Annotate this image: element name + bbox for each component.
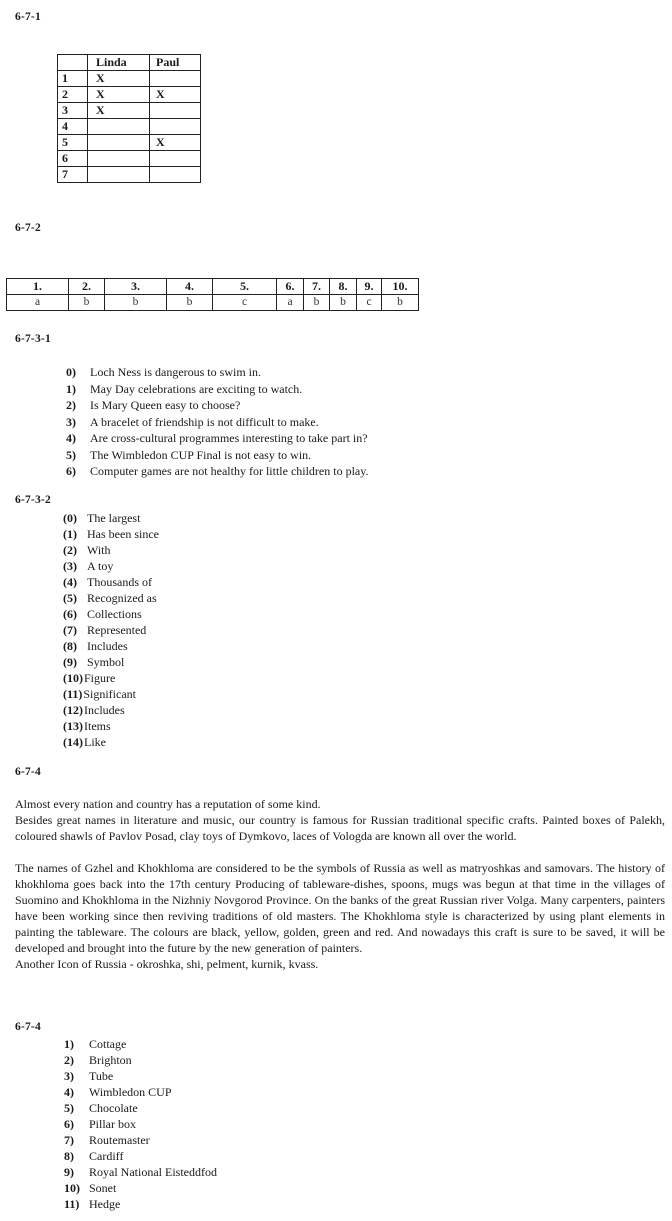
linda-cell	[88, 167, 150, 183]
question-number: 9.	[357, 279, 382, 295]
list-item	[64, 1036, 217, 1052]
item-number: 5)	[66, 447, 76, 462]
list-item	[63, 734, 159, 750]
item-number: 9)	[64, 1165, 74, 1179]
item-text: The largest	[87, 511, 141, 525]
table-header-paul: Paul	[150, 55, 201, 71]
answer-cell: b	[330, 295, 357, 311]
list-item	[64, 1196, 217, 1212]
word-choices-list	[63, 510, 159, 750]
essay-text	[15, 796, 665, 972]
item-text: Symbol	[87, 655, 125, 669]
answers-row	[7, 295, 419, 311]
item-number: 11)	[64, 1197, 80, 1211]
item-number: (14)	[63, 735, 83, 749]
question-number: 10.	[382, 279, 419, 295]
linda-cell: X	[88, 103, 150, 119]
item-text: Hedge	[89, 1197, 121, 1211]
item-text: Thousands of	[87, 575, 152, 589]
item-number: (0)	[63, 511, 77, 525]
list-item	[66, 430, 368, 447]
section-heading-6-7-1: 6-7-1	[15, 11, 41, 23]
table-header-row	[58, 55, 201, 71]
list-item	[63, 670, 159, 686]
item-text: A toy	[87, 559, 114, 573]
item-number: 6)	[64, 1117, 74, 1131]
item-text: Recognized as	[87, 591, 157, 605]
item-text: Items	[84, 719, 111, 733]
item-number: 7)	[64, 1133, 74, 1147]
table-row	[58, 71, 201, 87]
answer-cell: b	[167, 295, 213, 311]
answers-header-row	[7, 279, 419, 295]
row-number: 3	[58, 103, 88, 119]
list-item	[63, 574, 159, 590]
item-number: 4)	[66, 431, 76, 445]
item-text: Has been since	[87, 527, 159, 541]
paul-cell	[150, 151, 201, 167]
list-item	[63, 638, 159, 654]
paragraph: Another Icon of Russia - okroshka, shi, pelment, kurnik, kvass.	[15, 957, 319, 971]
item-text: A bracelet of friendship is not difficult to make.	[90, 414, 319, 429]
list-item	[66, 364, 368, 381]
item-text: Chocolate	[89, 1101, 138, 1115]
question-number: 5.	[213, 279, 277, 295]
item-text: Includes	[87, 639, 128, 653]
item-text: Routemaster	[89, 1133, 150, 1147]
question-number: 1.	[7, 279, 69, 295]
item-number: 1)	[64, 1037, 74, 1051]
linda-cell	[88, 151, 150, 167]
list-item	[64, 1148, 217, 1164]
item-number: 3)	[64, 1069, 74, 1083]
item-number: (7)	[63, 623, 77, 637]
list-item	[63, 558, 159, 574]
row-number: 7	[58, 167, 88, 183]
answer-cell: c	[357, 295, 382, 311]
row-number: 4	[58, 119, 88, 135]
list-item	[63, 702, 159, 718]
linda-paul-table	[57, 54, 201, 183]
table-row	[58, 119, 201, 135]
answer-cell: b	[69, 295, 105, 311]
paul-cell	[150, 119, 201, 135]
list-item	[63, 510, 159, 526]
sentences-list	[66, 364, 368, 480]
answer-cell: b	[304, 295, 330, 311]
linda-cell	[88, 135, 150, 151]
section-heading-6-7-3-1: 6-7-3-1	[15, 333, 51, 345]
item-number: 2)	[64, 1053, 74, 1067]
item-number: 10)	[64, 1181, 80, 1195]
question-number: 3.	[105, 279, 167, 295]
question-number: 7.	[304, 279, 330, 295]
item-number: (3)	[63, 559, 77, 573]
row-number: 6	[58, 151, 88, 167]
list-item	[64, 1180, 217, 1196]
paul-cell: X	[150, 87, 201, 103]
question-number: 2.	[69, 279, 105, 295]
list-item	[66, 397, 368, 414]
paul-cell	[150, 167, 201, 183]
answer-cell: b	[105, 295, 167, 311]
paul-cell	[150, 103, 201, 119]
item-text: Brighton	[89, 1053, 132, 1067]
section-heading-6-7-3-2: 6-7-3-2	[15, 494, 51, 506]
question-number: 8.	[330, 279, 357, 295]
list-item	[66, 381, 368, 398]
question-number: 6.	[277, 279, 304, 295]
paragraph: Almost every nation and country has a reputation of some kind.	[15, 797, 321, 811]
list-item	[63, 718, 159, 734]
row-number: 2	[58, 87, 88, 103]
answer-cell: b	[382, 295, 419, 311]
item-text: The Wimbledon CUP Final is not easy to win.	[90, 447, 312, 462]
paul-cell	[150, 71, 201, 87]
list-item	[63, 686, 159, 702]
list-item	[63, 590, 159, 606]
row-number: 1	[58, 71, 88, 87]
item-text: Collections	[87, 607, 142, 621]
list-item	[63, 542, 159, 558]
item-text: Cottage	[89, 1037, 127, 1051]
item-number: (8)	[63, 639, 77, 653]
item-number: (13)	[63, 719, 83, 733]
item-text: Includes	[84, 703, 125, 717]
table-header-cell	[58, 55, 88, 71]
list-item	[66, 463, 368, 480]
list-item	[63, 622, 159, 638]
table-row	[58, 151, 201, 167]
list-item	[64, 1116, 217, 1132]
paragraph: The names of Gzhel and Khokhloma are considered to be the symbols of Russia as well as matryoshkas and samovars. The history of khokhloma goes back into the 17th century Producing of tableware-dishes, spoons, mugs was begun at that time in the villages of Suomino and Khokhloma in the Nizhniy Novgorod Province. On the banks of the great Russian river Volga. Many carpenters, painters have been working since then reviving traditions of old masters. The Khokhloma style is characterized by using plant elements in painting the tableware. The colours are black, yellow, golden, green and red. And nowadays this craft is sure to be saved, it will be developed and brought into the future by the new generation of painters.	[15, 861, 665, 955]
question-number: 4.	[167, 279, 213, 295]
item-number: 0)	[66, 365, 76, 379]
item-text: Significant	[83, 687, 137, 701]
item-number: 6)	[66, 464, 76, 478]
table-row	[58, 103, 201, 119]
words-list	[64, 1036, 217, 1212]
list-item	[64, 1164, 217, 1180]
list-item	[64, 1068, 217, 1084]
list-item	[66, 447, 368, 464]
linda-cell	[88, 119, 150, 135]
item-number: (2)	[63, 543, 77, 557]
item-text: Is Mary Queen easy to choose?	[90, 398, 241, 412]
item-text: Figure	[84, 671, 116, 685]
item-text: Loch Ness is dangerous to swim in.	[90, 365, 261, 379]
item-number: (12)	[63, 703, 83, 717]
section-heading-6-7-4-list: 6-7-4	[15, 1021, 41, 1033]
item-number: (4)	[63, 575, 77, 589]
item-number: (5)	[63, 591, 77, 605]
item-text: Tube	[89, 1069, 114, 1083]
item-text: Wimbledon CUP	[89, 1085, 172, 1099]
item-text: With	[87, 543, 111, 557]
item-text: Pillar box	[89, 1117, 136, 1131]
list-item	[64, 1084, 217, 1100]
answers-table	[6, 278, 419, 311]
item-text: Cardiff	[89, 1149, 124, 1163]
item-text: Represented	[87, 623, 147, 637]
list-item	[64, 1052, 217, 1068]
item-text: Computer games are not healthy for little children to play.	[90, 464, 369, 478]
linda-cell: X	[88, 87, 150, 103]
list-item	[63, 526, 159, 542]
item-number: 8)	[64, 1149, 74, 1163]
paragraph: Besides great names in literature and music, our country is famous for Russian traditional specific crafts. Painted boxes of Palekh, coloured shawls of Pavlov Posad, clay toys of Dymkovo, laces of Vologda are known all over the world.	[15, 813, 665, 843]
paul-cell: X	[150, 135, 201, 151]
answer-cell: a	[277, 295, 304, 311]
linda-cell: X	[88, 71, 150, 87]
list-item	[63, 654, 159, 670]
item-text: Are cross-cultural programmes interesting to take part in?	[90, 431, 368, 445]
item-number: (6)	[63, 607, 77, 621]
section-heading-6-7-4: 6-7-4	[15, 766, 41, 778]
list-item	[66, 414, 368, 431]
row-number: 5	[58, 135, 88, 151]
item-text: Sonet	[89, 1181, 117, 1195]
table-row	[58, 167, 201, 183]
item-number: 1)	[66, 381, 76, 396]
table-header-linda: Linda	[88, 55, 150, 71]
item-text: Like	[84, 735, 106, 749]
item-text: Royal National Eisteddfod	[89, 1165, 217, 1179]
item-number: 2)	[66, 398, 76, 412]
table-row	[58, 87, 201, 103]
item-text: May Day celebrations are exciting to watch.	[90, 381, 303, 396]
item-number: 3)	[66, 414, 76, 429]
item-number: (9)	[63, 655, 77, 669]
list-item	[63, 606, 159, 622]
item-number: (11)	[63, 687, 83, 701]
answer-cell: a	[7, 295, 69, 311]
answer-cell: c	[213, 295, 277, 311]
table-row	[58, 135, 201, 151]
item-number: (10)	[63, 671, 83, 685]
list-item	[64, 1100, 217, 1116]
item-number: 4)	[64, 1085, 74, 1099]
list-item	[64, 1132, 217, 1148]
item-number: 5)	[64, 1101, 74, 1115]
item-number: (1)	[63, 527, 77, 541]
section-heading-6-7-2: 6-7-2	[15, 222, 41, 234]
